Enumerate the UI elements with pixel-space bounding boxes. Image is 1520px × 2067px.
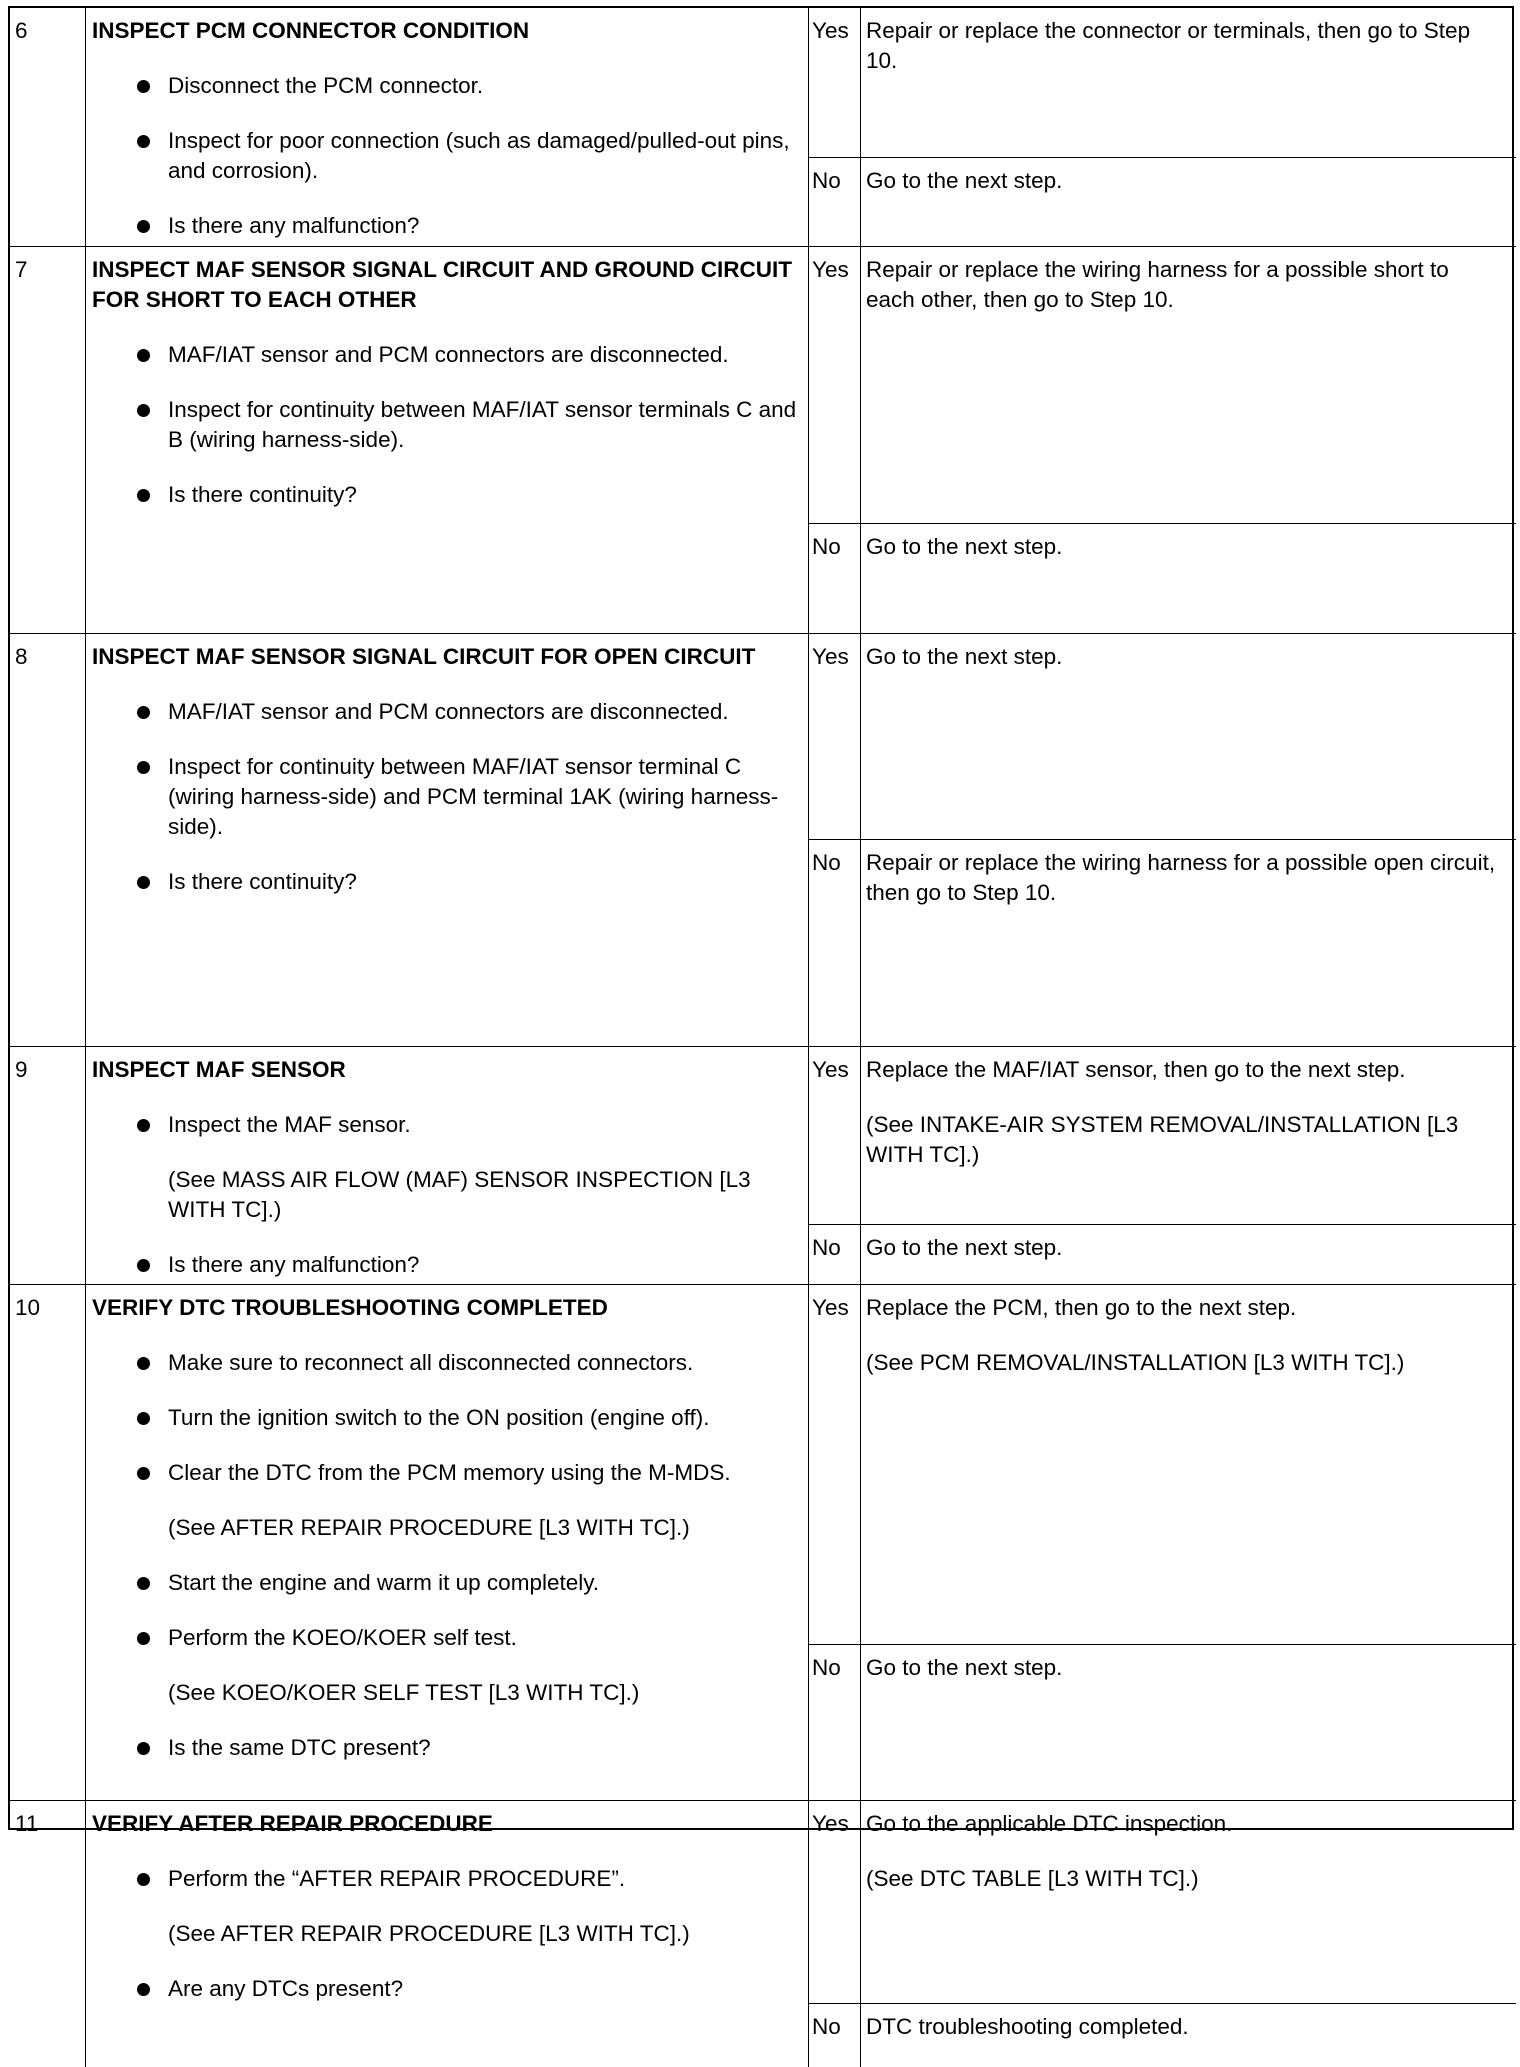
action-text: Go to the next step. [866, 534, 1063, 559]
no-label: No [809, 524, 861, 634]
step-title: VERIFY DTC TROUBLESHOOTING COMPLETED [92, 1295, 608, 1320]
bullet-item: Inspect for continuity between MAF/IAT sensor terminals C and B (wiring harness-side). [92, 395, 798, 455]
no-action [861, 158, 1516, 247]
action-text: Replace the MAF/IAT sensor, then go to the next step. [866, 1057, 1406, 1082]
yes-action [861, 1285, 1516, 1645]
troubleshooting-table [8, 6, 1514, 2039]
no-label: No [809, 1225, 861, 1285]
step-procedure [86, 1801, 809, 2067]
step-title: INSPECT PCM CONNECTOR CONDITION [92, 18, 530, 43]
bullet-item: Is there continuity? [92, 480, 798, 510]
bullet-item: Perform the KOEO/KOER self test. [92, 1623, 798, 1653]
action-text: Go to the next step. [866, 1235, 1063, 1260]
action-text: Replace the PCM, then go to the next step. [866, 1295, 1297, 1320]
bullet-item: Clear the DTC from the PCM memory using the M-MDS. [92, 1458, 798, 1488]
no-label: No [809, 840, 861, 1047]
step-procedure [86, 634, 809, 1047]
step-number: 11 [10, 1801, 86, 2067]
yes-label: Yes [809, 1285, 861, 1645]
bullet-item: Is there any malfunction? [92, 211, 798, 241]
bullet-item: Inspect for continuity between MAF/IAT sensor terminal C (wiring harness-side) and PCM terminal 1AK (wiring harness-side). [92, 752, 798, 842]
bullet-item: MAF/IAT sensor and PCM connectors are disconnected. [92, 697, 798, 727]
step-number: 9 [10, 1047, 86, 1285]
yes-label: Yes [809, 247, 861, 524]
action-text: Go to the next step. [866, 1655, 1063, 1680]
step-checklist [92, 1110, 798, 1280]
step-number: 10 [10, 1285, 86, 1801]
step-title: INSPECT MAF SENSOR [92, 1057, 346, 1082]
action-text: Repair or replace the wiring harness for a possible open circuit, then go to Step 10. [866, 850, 1496, 905]
bullet-item: Make sure to reconnect all disconnected connectors. [92, 1348, 798, 1378]
no-action [861, 1225, 1516, 1285]
step-checklist [92, 1348, 798, 1763]
yes-action [861, 634, 1516, 840]
step-checklist [92, 340, 798, 510]
bullet-item: Perform the “AFTER REPAIR PROCEDURE”. [92, 1864, 798, 1894]
reference-note: (See AFTER REPAIR PROCEDURE [L3 WITH TC].) [168, 1921, 690, 1946]
action-text: Repair or replace the connector or terminals, then go to Step 10. [866, 18, 1471, 73]
yes-label: Yes [809, 1801, 861, 2004]
bullet-item: Inspect the MAF sensor. [92, 1110, 798, 1140]
yes-action [861, 1047, 1516, 1225]
yes-label: Yes [809, 8, 861, 158]
reference-note: (See MASS AIR FLOW (MAF) SENSOR INSPECTION [L3 WITH TC].) [168, 1167, 751, 1222]
troubleshooting-document [8, 6, 1514, 2039]
step-title: INSPECT MAF SENSOR SIGNAL CIRCUIT FOR OPEN CIRCUIT [92, 644, 756, 669]
no-label: No [809, 1645, 861, 1801]
step-procedure [86, 247, 809, 634]
reference-note: (See KOEO/KOER SELF TEST [L3 WITH TC].) [168, 1680, 640, 1705]
no-label: No [809, 158, 861, 247]
no-action [861, 524, 1516, 634]
yes-label: Yes [809, 634, 861, 840]
bullet-item: MAF/IAT sensor and PCM connectors are disconnected. [92, 340, 798, 370]
step-title: VERIFY AFTER REPAIR PROCEDURE [92, 1811, 493, 1836]
bullet-item: Are any DTCs present? [92, 1974, 798, 2004]
yes-action [861, 1801, 1516, 2004]
bullet-item: Turn the ignition switch to the ON position (engine off). [92, 1403, 798, 1433]
action-text: (See INTAKE-AIR SYSTEM REMOVAL/INSTALLATION [L3 WITH TC].) [866, 1112, 1459, 1167]
action-text: (See PCM REMOVAL/INSTALLATION [L3 WITH TC].) [866, 1350, 1405, 1375]
bullet-item: Is the same DTC present? [92, 1733, 798, 1763]
no-action [861, 1645, 1516, 1801]
step-procedure [86, 8, 809, 247]
step-number: 8 [10, 634, 86, 1047]
action-text: Go to the next step. [866, 644, 1063, 669]
reference-note: (See AFTER REPAIR PROCEDURE [L3 WITH TC].) [168, 1515, 690, 1540]
yes-action [861, 8, 1516, 158]
action-text: (See DTC TABLE [L3 WITH TC].) [866, 1866, 1199, 1891]
action-text: Repair or replace the wiring harness for a possible short to each other, then go to Step 10. [866, 257, 1449, 312]
action-text: Go to the next step. [866, 168, 1063, 193]
step-number: 7 [10, 247, 86, 634]
no-action [861, 2004, 1516, 2067]
yes-label: Yes [809, 1047, 861, 1225]
step-checklist [92, 1864, 798, 2004]
bullet-item: Disconnect the PCM connector. [92, 71, 798, 101]
bullet-item: Start the engine and warm it up completely. [92, 1568, 798, 1598]
yes-action [861, 247, 1516, 524]
action-text: DTC troubleshooting completed. [866, 2014, 1189, 2039]
step-procedure [86, 1047, 809, 1285]
step-title: INSPECT MAF SENSOR SIGNAL CIRCUIT AND GROUND CIRCUIT FOR SHORT TO EACH OTHER [92, 257, 793, 312]
action-text: Go to the applicable DTC inspection. [866, 1811, 1233, 1836]
step-number: 6 [10, 8, 86, 247]
no-label: No [809, 2004, 861, 2067]
step-checklist [92, 697, 798, 897]
step-checklist [92, 71, 798, 241]
bullet-item: Is there continuity? [92, 867, 798, 897]
step-procedure [86, 1285, 809, 1801]
no-action [861, 840, 1516, 1047]
bullet-item: Is there any malfunction? [92, 1250, 798, 1280]
bullet-item: Inspect for poor connection (such as damaged/pulled-out pins, and corrosion). [92, 126, 798, 186]
